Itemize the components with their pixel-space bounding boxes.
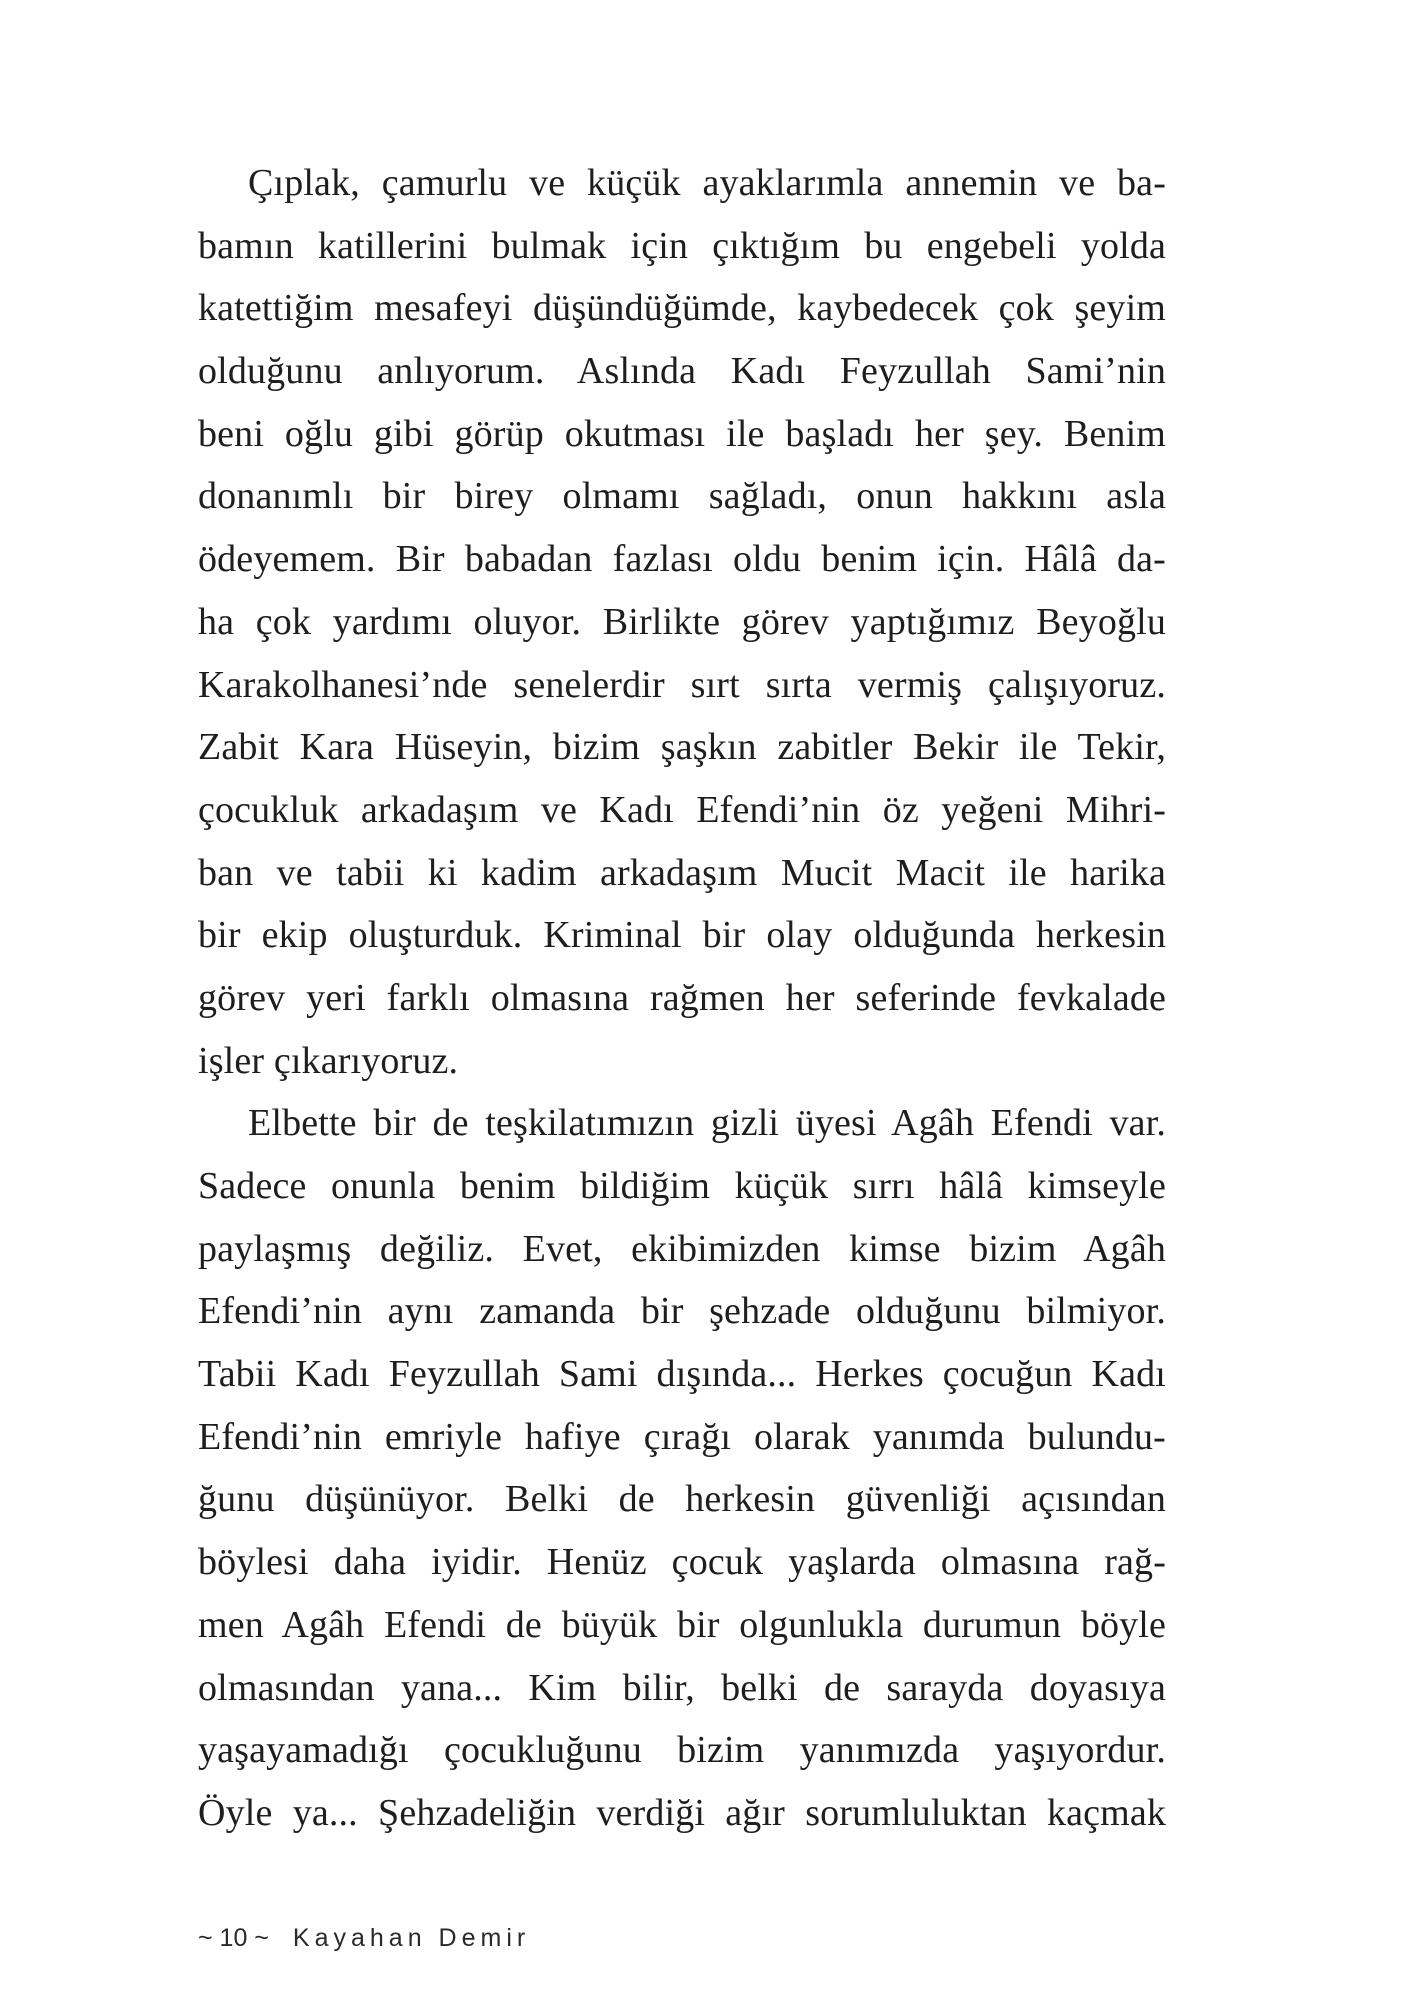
text-line: Elbette bir de teşkilatımızın gizli üyesi Agâh Efendi var.: [248, 1102, 1166, 1145]
paragraph-2: [198, 1092, 1166, 1844]
page-number: ~ 10 ~: [198, 1924, 269, 1952]
author-name: Kayahan Demir: [292, 1924, 531, 1952]
text-line: bamın katillerini bulmak için çıktığım bu engebeli yolda: [198, 224, 1166, 267]
page-footer: [198, 1918, 530, 1958]
text-line: Efendi’nin aynı zamanda bir şehzade olduğunu bilmiyor.: [198, 1290, 1166, 1333]
text-line: böylesi daha iyidir. Henüz çocuk yaşlarda olmasına rağ-: [198, 1541, 1166, 1584]
text-line: ödeyemem. Bir babadan fazlası oldu benim için. Hâlâ da-: [198, 538, 1166, 581]
text-line: paylaşmış değiliz. Evet, ekibimizden kimse bizim Agâh: [198, 1227, 1166, 1270]
body-text: [198, 152, 1166, 1845]
text-line: görev yeri farklı olmasına rağmen her seferinde fevkalade: [198, 976, 1166, 1019]
text-line: Efendi’nin emriyle hafiye çırağı olarak yanımda bulundu-: [198, 1415, 1166, 1458]
text-line: donanımlı bir birey olmamı sağladı, onun hakkını asla: [198, 475, 1166, 518]
paragraph-1: [198, 152, 1166, 1092]
text-line: Öyle ya... Şehzadeliğin verdiği ağır sorumluluktan kaçmak: [198, 1791, 1166, 1834]
text-line: Zabit Kara Hüseyin, bizim şaşkın zabitler Bekir ile Tekir,: [198, 726, 1166, 769]
text-line: yaşayamadığı çocukluğunu bizim yanımızda yaşıyordur.: [198, 1729, 1166, 1772]
text-line: ban ve tabii ki kadim arkadaşım Mucit Macit ile harika: [198, 851, 1166, 894]
text-line: ğunu düşünüyor. Belki de herkesin güvenliği açısından: [198, 1478, 1166, 1521]
text-line: Tabii Kadı Feyzullah Sami dışında... Herkes çocuğun Kadı: [198, 1353, 1166, 1396]
text-line: olduğunu anlıyorum. Aslında Kadı Feyzullah Sami’nin: [198, 350, 1166, 393]
text-line: Sadece onunla benim bildiğim küçük sırrı hâlâ kimseyle: [198, 1165, 1166, 1207]
text-line: beni oğlu gibi görüp okutması ile başladı her şey. Benim: [198, 412, 1166, 455]
text-line: katettiğim mesafeyi düşündüğümde, kaybedecek çok şeyim: [198, 287, 1166, 330]
text-line: olmasından yana... Kim bilir, belki de sarayda doyasıya: [198, 1666, 1166, 1709]
text-line: işler çıkarıyoruz.: [198, 1039, 459, 1082]
text-line: men Agâh Efendi de büyük bir olgunlukla durumun böyle: [198, 1603, 1166, 1646]
text-line: çocukluk arkadaşım ve Kadı Efendi’nin öz yeğeni Mihri-: [198, 788, 1166, 831]
text-line: Karakolhanesi’nde senelerdir sırt sırta vermiş çalışıyoruz.: [198, 663, 1166, 706]
text-line: bir ekip oluşturduk. Kriminal bir olay olduğunda herkesin: [198, 914, 1166, 957]
text-line: Çıplak, çamurlu ve küçük ayaklarımla annemin ve ba-: [248, 162, 1166, 204]
text-line: ha çok yardımı oluyor. Birlikte görev yaptığımız Beyoğlu: [198, 600, 1166, 643]
